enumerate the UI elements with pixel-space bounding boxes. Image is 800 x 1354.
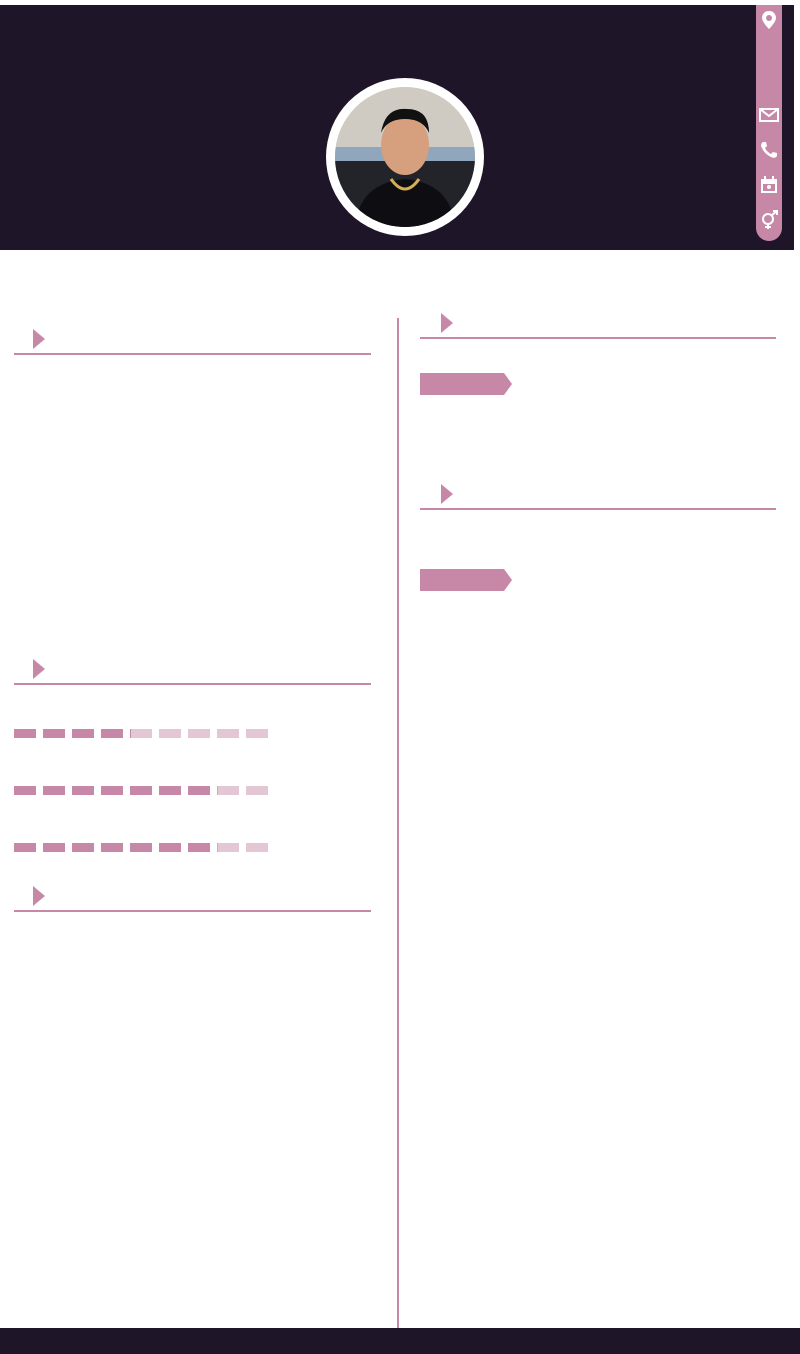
skill-segment [14, 729, 36, 738]
education-divider [420, 337, 776, 339]
skill-segment [130, 786, 152, 795]
experience-period [420, 569, 504, 591]
hobbies-divider [14, 910, 371, 912]
skill-segment [188, 843, 210, 852]
skill-segment [14, 786, 36, 795]
skill-segment [130, 843, 152, 852]
email-icon [759, 105, 779, 125]
skill-segment [101, 729, 123, 738]
skill-segment [14, 843, 36, 852]
skill-segment [217, 843, 239, 852]
triangle-marker-icon [441, 484, 453, 504]
person-photo-icon [335, 87, 475, 227]
triangle-marker-icon [33, 329, 45, 349]
hobbies-title [19, 886, 45, 910]
skill-segment [43, 786, 65, 795]
skill-segment [159, 786, 181, 795]
skill-segment [188, 729, 210, 738]
objective-title [19, 329, 45, 353]
skill-bar [14, 843, 270, 852]
skill-segment [217, 786, 239, 795]
triangle-marker-icon [33, 659, 45, 679]
skills-divider [14, 683, 371, 685]
skill-segment [130, 729, 152, 738]
skill-segment [188, 786, 210, 795]
skill-segment [72, 843, 94, 852]
skills-title [19, 659, 45, 683]
skill-bar [14, 786, 270, 795]
skill-segment [246, 843, 268, 852]
phone-icon [759, 140, 779, 160]
skill-segment [246, 786, 268, 795]
skill-segment [72, 786, 94, 795]
skill-segment [246, 729, 268, 738]
location-icon [759, 10, 779, 30]
experience-divider [420, 508, 776, 510]
avatar [326, 78, 484, 236]
education-title [427, 313, 453, 337]
triangle-marker-icon [441, 313, 453, 333]
column-divider [397, 318, 399, 1328]
calendar-icon [759, 175, 779, 195]
skill-segment [72, 729, 94, 738]
skill-bar [14, 729, 270, 738]
skill-segment [101, 843, 123, 852]
objective-divider [14, 353, 371, 355]
education-period [420, 373, 504, 395]
experience-title [427, 484, 453, 508]
triangle-marker-icon [33, 886, 45, 906]
skill-segment [159, 729, 181, 738]
footer [0, 1328, 800, 1354]
skill-segment [101, 786, 123, 795]
skill-segment [217, 729, 239, 738]
skill-segment [43, 729, 65, 738]
skill-segment [43, 843, 65, 852]
avatar-photo [335, 87, 475, 227]
contact-icon-bar [756, 5, 782, 241]
gender-icon [759, 210, 779, 230]
skill-segment [159, 843, 181, 852]
